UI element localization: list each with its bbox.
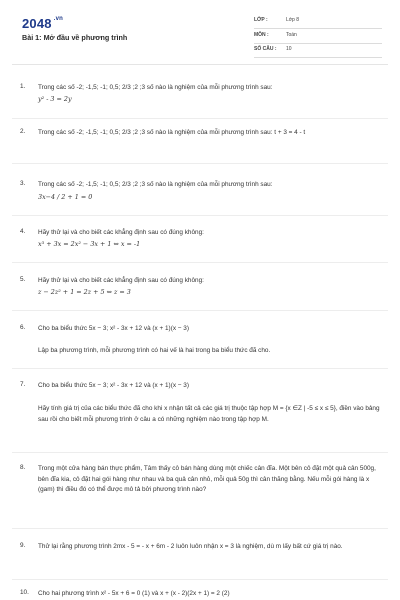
info-row-count [254, 43, 382, 58]
class-label: LỚP : [254, 17, 268, 23]
question-number: 8. [20, 464, 26, 471]
page-title: Bài 1: Mở đầu về phương trình [22, 33, 128, 42]
question-number: 3. [20, 180, 26, 187]
question-number: 4. [20, 228, 26, 235]
subject-label: MÔN : [254, 32, 269, 38]
question-divider [12, 163, 388, 164]
logo-suffix: .vn [53, 16, 64, 22]
question-text: Trong một cửa hàng bán thực phẩm, Tâm thấy cô bán hàng dùng một chiếc cân đĩa. Một bên cô đặt một quả cân 500g, bên đĩa kia, cô đặt hai gói hàng như nhau và ba quả cân nhỏ, mỗi quả 50g thì cân thăng bằng. Nếu mỗi gói hàng là x (gam) thì điều đó có thể được mô tả bởi phương trình nào? [38, 465, 376, 494]
info-row-subject [254, 29, 382, 44]
question-text: Thử lại rằng phương trình 2mx - 5 = - x + 6m - 2 luôn luôn nhận x = 3 là nghiệm, dù m lấy bất cứ giá trị nào. [38, 543, 343, 550]
question-text: Hãy thử lại và cho biết các khẳng định sau có đúng không: [38, 229, 204, 236]
question-text: Cho hai phương trình x² - 5x + 6 = 0 (1) và x + (x - 2)(2x + 1) = 2 (2) [38, 590, 230, 597]
question-number: 9. [20, 542, 26, 549]
question-text: Trong các số -2; -1,5; -1; 0,5; 2/3 ;2 ;3 số nào là nghiệm của mỗi phương trình sau: [38, 84, 273, 91]
class-value: Lớp 8 [286, 17, 300, 23]
count-label: SỐ CÂU : [254, 46, 277, 52]
subject-value: Toán [286, 32, 297, 38]
question-text: Hãy thử lại và cho biết các khẳng định sau có đúng không: [38, 277, 204, 284]
question-subtext: Lập ba phương trình, mỗi phương trình có hai vế là hai trong ba biểu thức đã cho. [38, 347, 271, 354]
site-logo[interactable] [22, 16, 63, 31]
question-divider [12, 310, 388, 311]
question-number: 6. [20, 324, 26, 331]
question-equation: x³ + 3x = 2x² − 3x + 1 ⇔ x = -1 [38, 240, 141, 248]
question-number: 2. [20, 128, 26, 135]
count-value: 10 [286, 46, 292, 52]
question-equation: z − 2z² + 1 = 2z + 5 ⇔ z = 3 [38, 288, 131, 296]
question-number: 1. [20, 83, 26, 90]
question-text: Trong các số -2; -1,5; -1; 0,5; 2/3 ;2 ;3 số nào là nghiệm của mỗi phương trình sau: [38, 181, 273, 188]
question-divider [12, 118, 388, 119]
question-number: 10. [20, 589, 29, 596]
question-text: Cho ba biểu thức 5x − 3; x² - 3x + 12 và (x + 1)(x − 3) [38, 382, 189, 389]
question-number: 7. [20, 381, 26, 388]
question-equation: 3x−4 / 2 + 1 = 0 [38, 193, 93, 201]
question-divider [12, 368, 388, 369]
question-text: Trong các số -2; -1,5; -1; 0,5; 2/3 ;2 ;3 số nào là nghiệm của mỗi phương trình sau: t + 3 = 4 - t [38, 129, 306, 136]
question-divider [12, 215, 388, 216]
question-equation: y² - 3 = 2y [38, 95, 72, 103]
worksheet-header [0, 0, 400, 64]
question-number: 5. [20, 276, 26, 283]
question-divider [12, 262, 388, 263]
question-divider [12, 452, 388, 453]
question-text: Cho ba biểu thức 5x − 3; x² - 3x + 12 và (x + 1)(x − 3) [38, 325, 189, 332]
question-divider [12, 528, 388, 529]
question-divider [12, 579, 388, 580]
logo-text: 2048 [22, 16, 52, 31]
info-row-class [254, 14, 382, 29]
header-divider [12, 64, 388, 65]
question-subtext: Hãy tính giá trị của các biểu thức đã cho khi x nhận tất cả các giá trị thuộc tập hợp M = {x ∈Z | -5 ≤ x ≤ 5}, điền vào bảng sau rồi cho biết mỗi phương trình ở câu a có những nghiệm nào trong tập hợp M. [38, 405, 380, 423]
